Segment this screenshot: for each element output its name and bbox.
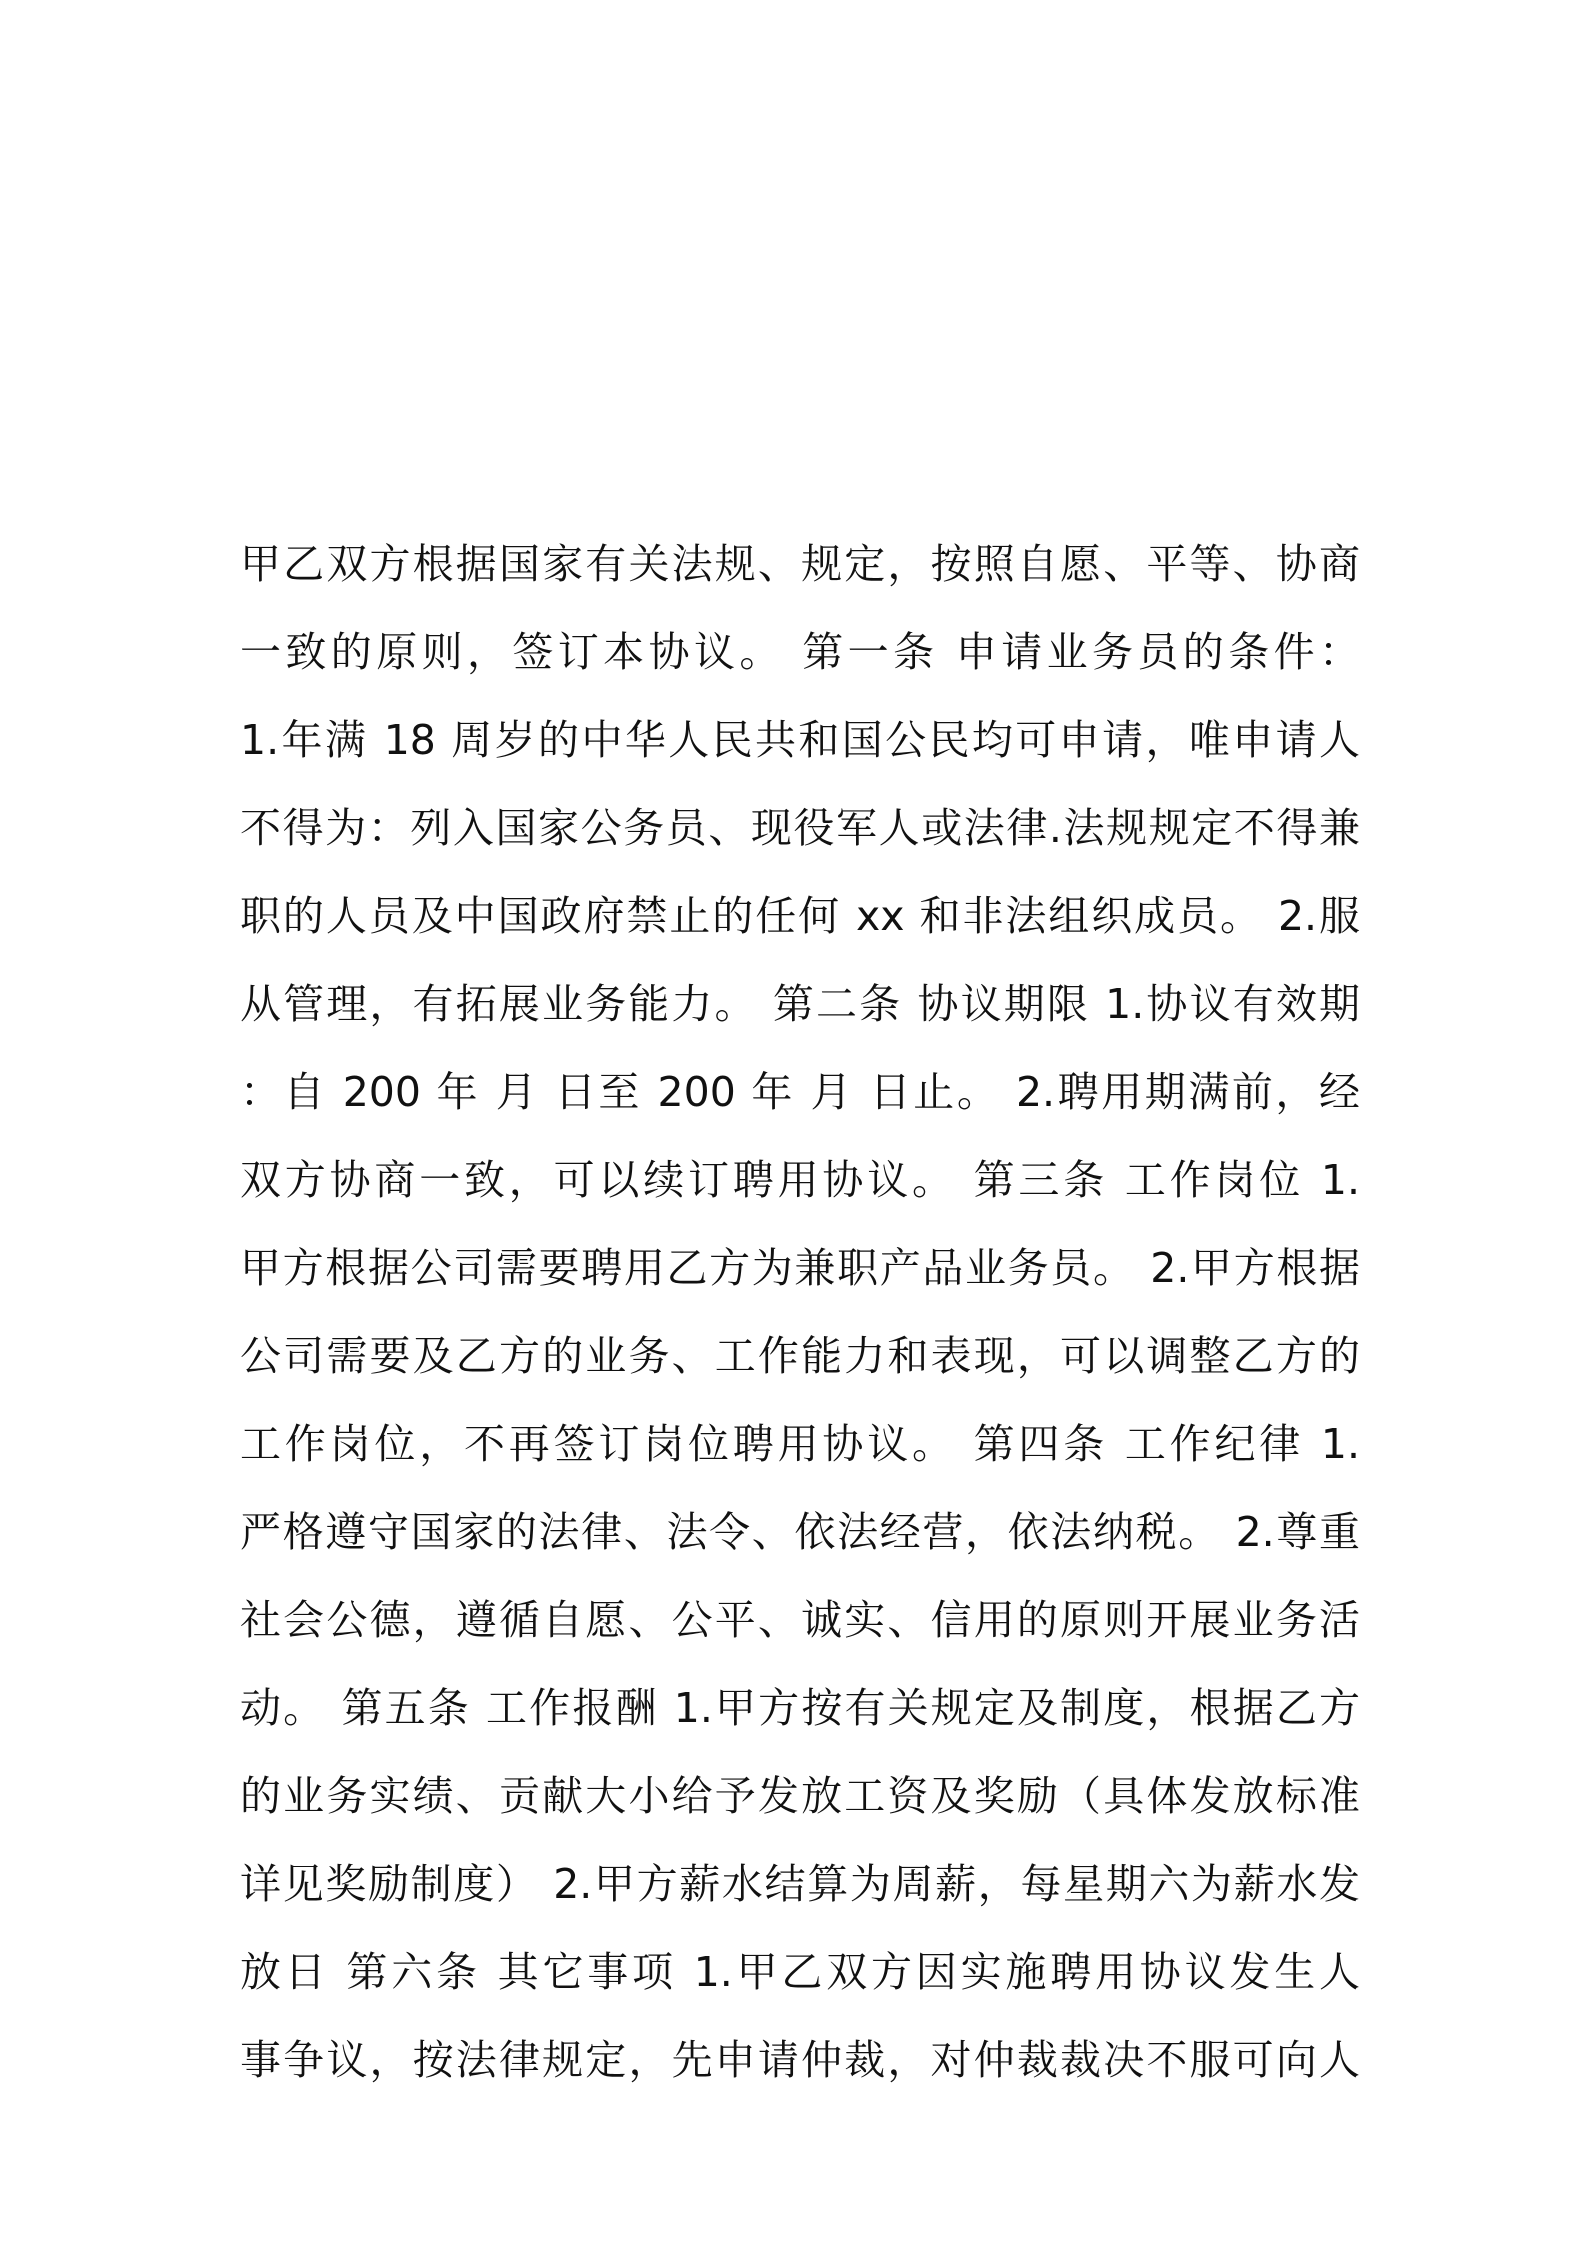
text-line: 社会公德，遵循自愿、公平、诚实、信用的原则开展业务活 bbox=[240, 1596, 1360, 1644]
text-line: 公司需要及乙方的业务、工作能力和表现，可以调整乙方的 bbox=[240, 1332, 1360, 1380]
text-line: 放日 第六条 其它事项 1.甲乙双方因实施聘用协议发生人 bbox=[240, 1948, 1360, 1996]
text-line: 不得为：列入国家公务员、现役军人或法律.法规规定不得兼 bbox=[240, 804, 1360, 852]
text-line: ：自 200 年 月 日至 200 年 月 日止。 2.聘用期满前，经 bbox=[240, 1068, 1360, 1116]
text-line: 工作岗位，不再签订岗位聘用协议。 第四条 工作纪律 1. bbox=[240, 1420, 1360, 1468]
text-line: 严格遵守国家的法律、法令、依法经营，依法纳税。 2.尊重 bbox=[240, 1508, 1360, 1556]
text-line: 甲乙双方根据国家有关法规、规定，按照自愿、平等、协商 bbox=[240, 540, 1360, 588]
text-line: 详见奖励制度） 2.甲方薪水结算为周薪，每星期六为薪水发 bbox=[240, 1860, 1360, 1908]
text-line: 双方协商一致，可以续订聘用协议。 第三条 工作岗位 1. bbox=[240, 1156, 1360, 1204]
text-line: 的业务实绩、贡献大小给予发放工资及奖励（具体发放标准 bbox=[240, 1772, 1360, 1820]
text-line: 职的人员及中国政府禁止的任何 xx 和非法组织成员。 2.服 bbox=[240, 892, 1360, 940]
text-line: 事争议，按法律规定，先申请仲裁，对仲裁裁决不服可向人 bbox=[240, 2036, 1360, 2084]
text-line: 1.年满 18 周岁的中华人民共和国公民均可申请，唯申请人 bbox=[240, 716, 1360, 764]
text-line: 从管理，有拓展业务能力。 第二条 协议期限 1.协议有效期 bbox=[240, 980, 1360, 1028]
text-line: 动。 第五条 工作报酬 1.甲方按有关规定及制度，根据乙方 bbox=[240, 1684, 1360, 1732]
text-line: 一致的原则，签订本协议。 第一条 申请业务员的条件： bbox=[240, 628, 1360, 676]
document-body bbox=[240, 520, 1360, 2104]
text-line: 甲方根据公司需要聘用乙方为兼职产品业务员。 2.甲方根据 bbox=[240, 1244, 1360, 1292]
